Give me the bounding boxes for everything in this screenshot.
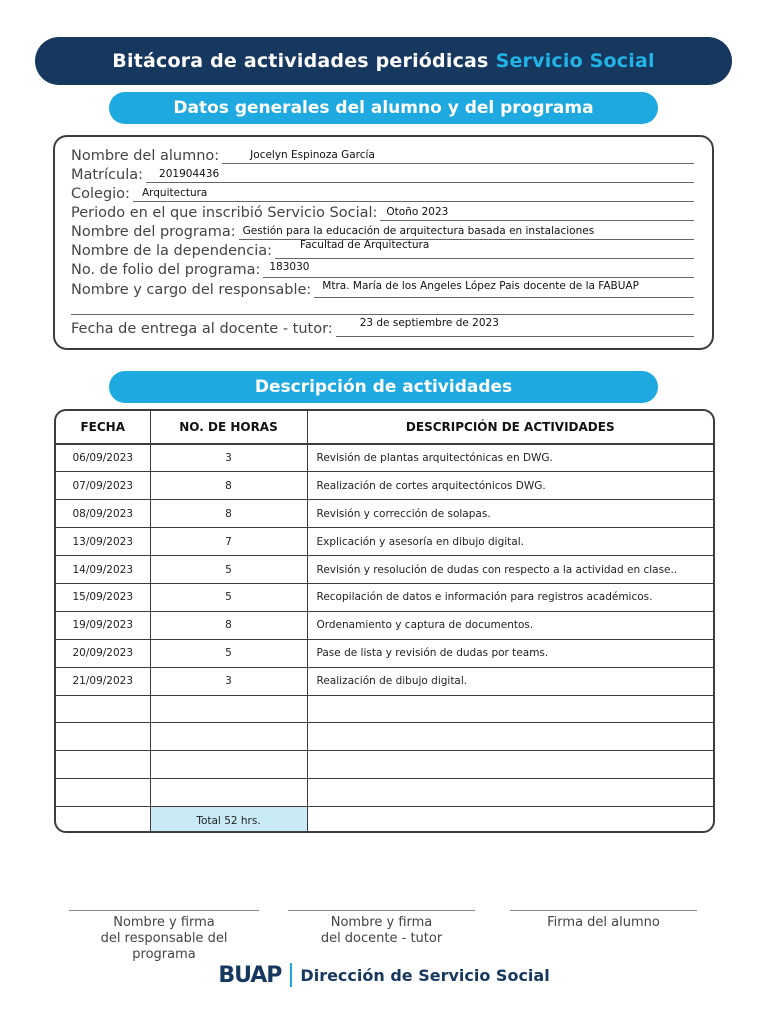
row-fecha: 07/09/2023	[56, 472, 150, 500]
field-periodo-label: Periodo en el que inscribió Servicio Social:	[71, 204, 378, 221]
section-general-title: Datos generales del alumno y del programa	[109, 92, 658, 124]
field-programa-value: Gestión para la educación de arquitectura basada en instalaciones	[242, 225, 595, 238]
field-dependencia-value: Facultad de Arquitectura	[300, 239, 430, 252]
field-folio-label: No. de folio del programa:	[71, 261, 261, 278]
field-responsable-label: Nombre y cargo del responsable:	[71, 281, 312, 298]
row-descripcion: Revisión de plantas arquitectónicas en DWG.	[307, 444, 713, 472]
field-folio-value: 183030	[269, 261, 310, 274]
signature-responsable-line1: Nombre y firma	[113, 915, 215, 930]
row-fecha: 06/09/2023	[56, 444, 150, 472]
signature-alumno-label: Firma del alumno	[547, 915, 660, 930]
signature-responsable-line2: del responsable del programa	[100, 931, 228, 962]
row-descripcion: Explicación y asesoría en dibujo digital.	[307, 528, 713, 556]
title-main: Bitácora de actividades periódicas	[112, 50, 489, 72]
table-row	[56, 528, 713, 556]
row-horas: 8	[150, 500, 307, 528]
row-fecha: 21/09/2023	[56, 667, 150, 695]
field-entrega-line	[336, 315, 694, 337]
field-responsable-line	[314, 276, 694, 298]
row-descripcion: Recopilación de datos e información para registros académicos.	[307, 583, 713, 611]
table-row	[56, 667, 713, 695]
row-descripcion: Revisión y resolución de dudas con respecto a la actividad en clase..	[307, 556, 713, 584]
field-alumno-value: Jocelyn Espinoza García	[250, 149, 375, 162]
row-horas: 8	[150, 472, 307, 500]
field-periodo-value: Otoño 2023	[386, 206, 449, 219]
section-activities-title: Descripción de actividades	[109, 371, 658, 403]
table-row	[56, 500, 713, 528]
signature-line	[510, 910, 697, 911]
row-horas: 3	[150, 444, 307, 472]
field-entrega-value: 23 de septiembre de 2023	[359, 317, 499, 330]
row-fecha: 20/09/2023	[56, 639, 150, 667]
buap-logo: BUAP	[218, 962, 282, 988]
footer-department: Dirección de Servicio Social	[300, 965, 550, 985]
row-descripcion: Ordenamiento y captura de documentos.	[307, 611, 713, 639]
field-entrega	[71, 315, 694, 337]
footer-separator	[290, 963, 292, 987]
table-total-row	[56, 807, 713, 833]
row-descripcion: Realización de dibujo digital.	[307, 667, 713, 695]
signature-line	[288, 910, 475, 911]
row-horas: 7	[150, 528, 307, 556]
header-horas: NO. DE HORAS	[150, 411, 307, 444]
table-row	[56, 611, 713, 639]
signature-docente	[288, 910, 475, 947]
field-matricula-label: Matrícula:	[71, 166, 144, 183]
row-horas: 5	[150, 639, 307, 667]
table-row	[56, 583, 713, 611]
signature-docente-line1: Nombre y firma	[330, 915, 433, 930]
field-folio-line	[263, 256, 694, 278]
table-row	[56, 472, 713, 500]
row-fecha: 15/09/2023	[56, 583, 150, 611]
table-row	[56, 556, 713, 584]
footer	[0, 960, 768, 990]
row-fecha: 19/09/2023	[56, 611, 150, 639]
field-programa-label: Nombre del programa:	[71, 223, 236, 240]
general-data-form	[53, 135, 714, 350]
activities-table	[54, 409, 715, 833]
field-responsable	[71, 276, 694, 298]
row-descripcion: Revisión y corrección de solapas.	[307, 500, 713, 528]
table-row	[56, 639, 713, 667]
row-horas: 5	[150, 583, 307, 611]
row-descripcion: Realización de cortes arquitectónicos DWG.	[307, 472, 713, 500]
field-folio	[71, 256, 694, 278]
header-fecha: FECHA	[56, 411, 150, 444]
field-matricula-value: 201904436	[159, 168, 220, 181]
field-alumno-label: Nombre del alumno:	[71, 147, 220, 164]
signature-docente-line2: del docente - tutor	[320, 931, 443, 946]
field-colegio-label: Colegio:	[71, 185, 130, 202]
row-horas: 8	[150, 611, 307, 639]
field-entrega-label: Fecha de entrega al docente - tutor:	[71, 320, 333, 337]
row-horas: 5	[150, 556, 307, 584]
row-horas: 3	[150, 667, 307, 695]
total-hours: Total 52 hrs.	[150, 807, 307, 833]
row-fecha: 13/09/2023	[56, 528, 150, 556]
table-row-empty	[56, 695, 713, 723]
field-dependencia-label: Nombre de la dependencia:	[71, 242, 273, 259]
row-fecha: 08/09/2023	[56, 500, 150, 528]
document-title	[35, 37, 732, 85]
table-header-row	[56, 411, 713, 444]
signature-responsable	[69, 910, 259, 963]
header-descripcion: DESCRIPCIÓN DE ACTIVIDADES	[307, 411, 713, 444]
table-row-empty	[56, 779, 713, 807]
field-responsable-value: Mtra. María de los Angeles López Pais docente de la FABUAP	[322, 280, 639, 293]
field-colegio-value: Arquitectura	[141, 187, 208, 200]
table-row	[56, 444, 713, 472]
row-descripcion: Pase de lista y revisión de dudas por teams.	[307, 639, 713, 667]
row-fecha: 14/09/2023	[56, 556, 150, 584]
signature-alumno	[510, 910, 697, 931]
title-accent: Servicio Social	[495, 50, 655, 72]
table-row-empty	[56, 723, 713, 751]
signature-line	[69, 910, 259, 911]
table-row-empty	[56, 751, 713, 779]
